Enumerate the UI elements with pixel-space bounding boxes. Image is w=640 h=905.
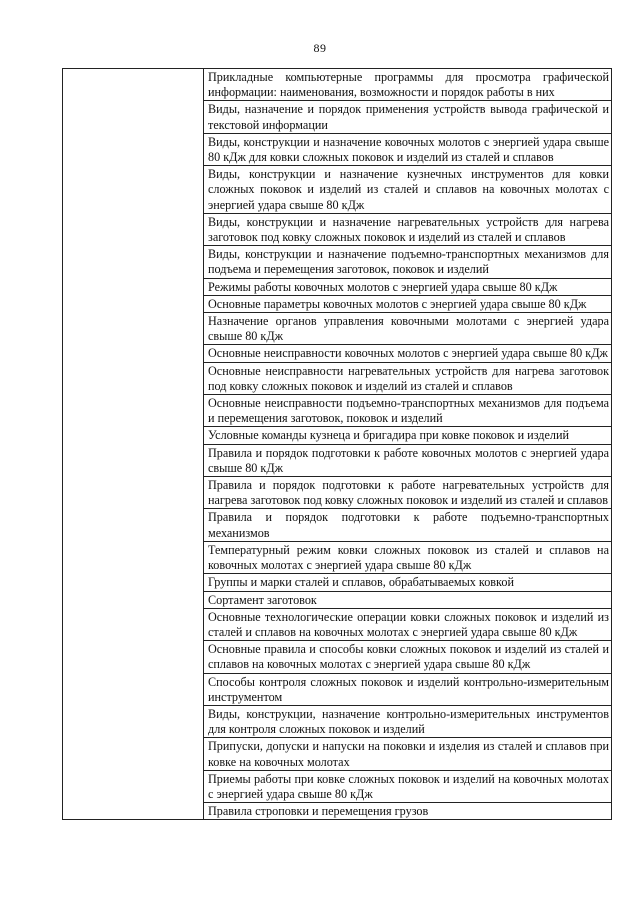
- requirement-text: Режимы работы ковочных молотов с энергией удара свыше 80 кДж: [204, 278, 612, 295]
- knowledge-requirements-table: [62, 68, 612, 820]
- requirement-text: Правила и порядок подготовки к работе подъемно-транспортных механизмов: [204, 509, 612, 541]
- requirement-text: Виды, конструкции и назначение нагревательных устройств для нагрева заготовок под ковку сложных поковок и изделий из сталей и сплавов: [204, 213, 612, 245]
- requirement-text: Виды, назначение и порядок применения устройств вывода графической и текстовой информации: [204, 101, 612, 133]
- section-label-cell: [63, 69, 204, 820]
- requirement-text: Правила и порядок подготовки к работе ковочных молотов с энергией удара свыше 80 кДж: [204, 444, 612, 476]
- requirement-text: Сортамент заготовок: [204, 591, 612, 608]
- requirement-text: Основные правила и способы ковки сложных поковок и изделий из сталей и сплавов на ковочных молотах с энергией удара свыше 80 кДж: [204, 641, 612, 673]
- requirement-text: Виды, конструкции и назначение подъемно-транспортных механизмов для подъема и перемещения заготовок, поковок и изделий: [204, 246, 612, 278]
- requirement-text: Основные параметры ковочных молотов с энергией удара свыше 80 кДж: [204, 295, 612, 312]
- requirement-text: Основные неисправности ковочных молотов с энергией удара свыше 80 кДж: [204, 345, 612, 362]
- requirement-text: Группы и марки сталей и сплавов, обрабатываемых ковкой: [204, 574, 612, 591]
- table-body: [63, 69, 612, 820]
- requirement-text: Назначение органов управления ковочными молотами с энергией удара свыше 80 кДж: [204, 313, 612, 345]
- requirement-text: Температурный режим ковки сложных поковок из сталей и сплавов на ковочных молотах с энергией удара свыше 80 кДж: [204, 541, 612, 573]
- requirement-text: Виды, конструкции и назначение ковочных молотов с энергией удара свыше 80 кДж для ковки сложных поковок и изделий из сталей и сплавов: [204, 133, 612, 165]
- requirement-text: Основные неисправности подъемно-транспортных механизмов для подъема и перемещения заготовок, поковок и изделий: [204, 395, 612, 427]
- table-row: [63, 69, 612, 101]
- requirement-text: Прикладные компьютерные программы для просмотра графической информации: наименования, возможности и порядок работы в них: [204, 69, 612, 101]
- requirement-text: Условные команды кузнеца и бригадира при ковке поковок и изделий: [204, 427, 612, 444]
- requirement-text: Основные неисправности нагревательных устройств для нагрева заготовок под ковку сложных поковок и изделий из сталей и сплавов: [204, 362, 612, 394]
- requirement-text: Приемы работы при ковке сложных поковок и изделий на ковочных молотах с энергией удара свыше 80 кДж: [204, 770, 612, 802]
- requirement-text: Правила и порядок подготовки к работе нагревательных устройств для нагрева заготовок под ковку сложных поковок и изделий из сталей и сплавов: [204, 477, 612, 509]
- requirement-text: Виды, конструкции и назначение кузнечных инструментов для ковки сложных поковок и изделий из сталей и сплавов на ковочных молотах с энергией удара свыше 80 кДж: [204, 166, 612, 214]
- requirement-text: Способы контроля сложных поковок и изделий контрольно-измерительным инструментом: [204, 673, 612, 705]
- requirement-text: Правила строповки и перемещения грузов: [204, 803, 612, 820]
- page-number: 89: [313, 41, 327, 55]
- requirement-text: Основные технологические операции ковки сложных поковок и изделий из сталей и сплавов на ковочных молотах с энергией удара свыше 80 кДж: [204, 608, 612, 640]
- requirement-text: Припуски, допуски и напуски на поковки и изделия из сталей и сплавов при ковке на ковочных молотах: [204, 738, 612, 770]
- requirement-text: Виды, конструкции, назначение контрольно-измерительных инструментов для контроля сложных поковок и изделий: [204, 705, 612, 737]
